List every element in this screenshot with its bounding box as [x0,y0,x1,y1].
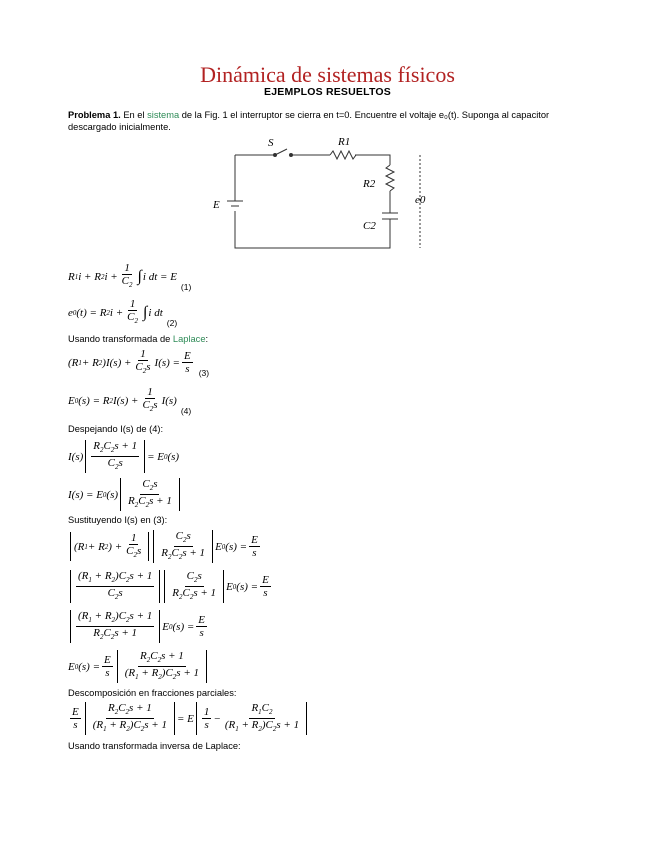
equation-6: I(s) = E 0 (s) $\frac{C_2s}{R_2C_2s + 1}$ [68,478,182,511]
label-c2: C2 [363,220,376,232]
equation-9: $\frac{(R_1 + R_2)C_2s + 1}{R_2C_2s + 1}$ E 0 (s) = $\frac{E}{s}$ [68,610,209,643]
equation-4: E 0 (s) = R 2 I(s) + $\frac{1}{C_2s}$ I(s) (4) [68,386,192,416]
problem-text-1: En el [123,110,145,120]
parciales-label: Descomposición en fracciones parciales: [68,688,237,698]
equation-7: (R 1 + R 2 ) + $\frac{1}{C_2s}$ $\frac{C_2s}{R_2C_2s + 1}$ E 0 (s) = $\frac{E}{s}$ [68,530,262,563]
laplace-label: Usando transformada de Laplace: [68,334,209,344]
equation-11: $\frac{E}{s}$ $\frac{R_2C_2s + 1}{(R_1 + R_2)C_2s + 1}$ = E $\frac{1}{s}$ − $\frac{R_1C_2}{(R_1 + R_2)C_2s + 1}$ [68,702,309,735]
label-r1: R1 [338,136,351,148]
sustituyendo-label: Sustituyendo I(s) en (3): [68,515,168,525]
label-output: e0 [415,194,426,206]
equation-1: R 1 i + R 2 i + $\frac{1}{C_2}$ ∫ i dt = E (1) [68,262,192,292]
sistema-link[interactable]: sistema [147,110,180,120]
eq-number-4: (4) [180,405,192,416]
problem-statement [68,109,578,133]
label-source: E [213,199,220,211]
equation-5: I(s) $\frac{R_2C_2s + 1}{C_2s}$ = E 0 (s) [68,440,180,472]
circuit-figure [205,135,440,260]
equation-3: (R 1 + R 2 )I(s) + $\frac{1}{C_2s}$ I(s) = $\frac{E}{s}$ (3) [68,348,210,378]
laplace-link[interactable]: Laplace [172,334,206,344]
problem-label: Problema 1. [68,110,121,120]
despejando-label: Despejando I(s) de (4): [68,424,164,434]
eq-number-3: (3) [198,367,210,378]
equation-2: e 0 (t) = R 2 i + $\frac{1}{C_2}$ ∫ i dt (2) [68,298,178,328]
label-switch: S [268,137,274,149]
document-subtitle: EJEMPLOS RESUELTOS [264,86,391,98]
equation-8: $\frac{(R_1 + R_2)C_2s + 1}{C_2s}$ $\frac{C_2s}{R_2C_2s + 1}$ E 0 (s) = $\frac{E}{s}$ [68,570,273,603]
document-title: Dinámica de sistemas físicos [200,62,455,87]
inversa-label: Usando transformada inversa de Laplace: [68,741,241,751]
label-r2: R2 [363,178,376,190]
eq-number-2: (2) [166,317,178,328]
problem-text-2: de la Fig. 1 el interruptor se cierra en t=0. Encuentre el voltaje e₀(t). Suponga al capacitor descargado inicialmente. [68,110,550,132]
equation-10: E 0 (s) = $\frac{E}{s}$ $\frac{R_2C_2s + 1}{(R_1 + R_2)C_2s + 1}$ [68,650,209,683]
eq-number-1: (1) [180,281,192,292]
